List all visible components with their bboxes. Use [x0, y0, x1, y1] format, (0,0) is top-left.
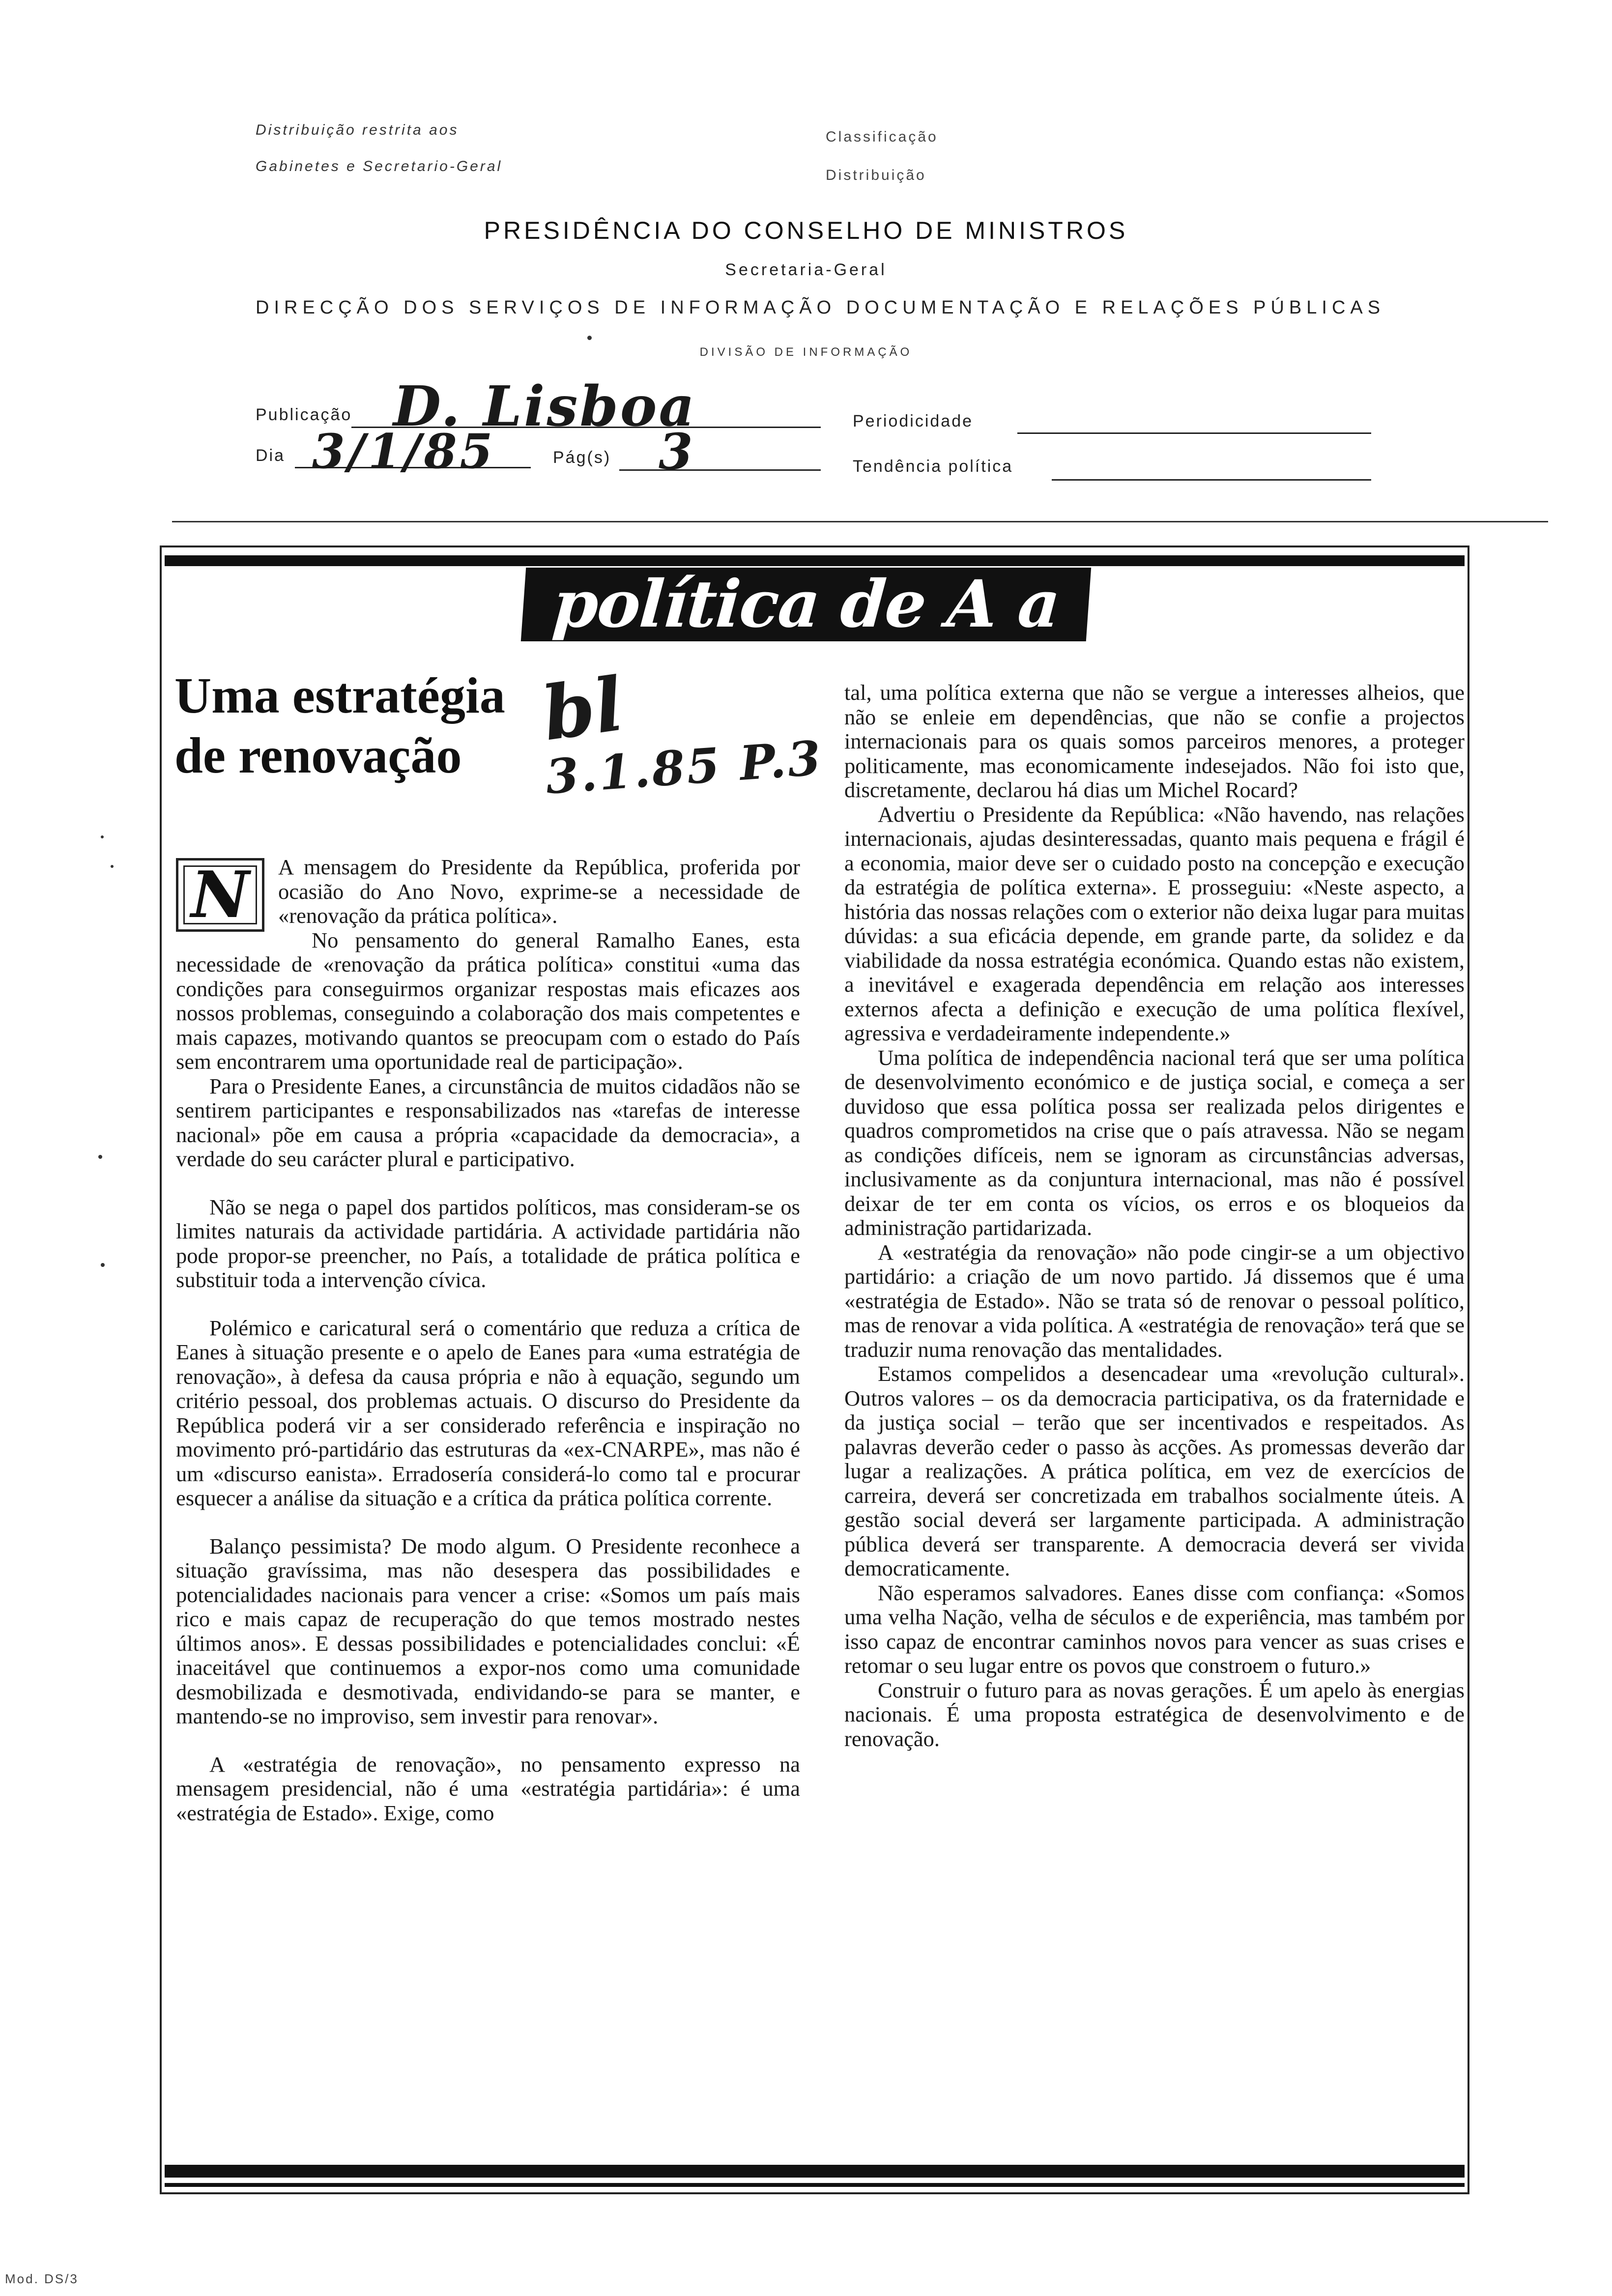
political-tendency-line — [1052, 479, 1371, 481]
paragraph: No pensamento do general Ramalho Eanes, esta necessidade de «renovação da prática política» constitui «uma das condições para conseguirmos organizar respostas mais eficazes aos nossos problemas, conseguindo a colaboração dos mais competentes e mais capazes, motivando quantos se preocupam com o estado do País sem encontrarem uma oportunidade real de participação». — [176, 927, 800, 1074]
paragraph: Estamos compelidos a desencadear uma «revolução cultural». Outros valores – os da democracia participativa, os da fraternidade e da justiça social – terão que ser incentivados e respeitados. As palavras deverão ceder o passo às acções. As promessas deverão dar lugar a realizações. A prática política, em vez de exercícios de carreira, deverá ser concretizada em trabalhos socialmente úteis. A gestão social deverá ser largamente participada. A administração pública deverá ser transparente. A democracia deverá ser vivida democraticamente. — [844, 1361, 1465, 1580]
top-rule-bar — [165, 555, 1465, 566]
paragraph: A «estratégia da renovação» não pode cingir-se a um objectivo partidário: a criação de um novo partido. Já dissemos que é uma «estratégia de Estado». Não se trata só de renovar o pessoal político, mas de renovar a vida política. A «estratégia de renovação» terá que se traduzir numa renovação das mentalidades. — [844, 1239, 1465, 1362]
paragraph: Não esperamos salvadores. Eanes disse com confiança: «Somos uma velha Nação, velha de séculos e de experiência, mas também por isso capaz de encontrar caminhos novos para vencer as suas crises e retomar o seu lugar entre os povos que constroem o futuro.» — [844, 1580, 1465, 1678]
article-right-column — [844, 681, 1465, 1751]
paragraph: tal, uma política externa que não se vergue a interesses alheios, que não se enleie em dependências, que não se confie a projectos internacionais para os quais somos parceiros menores, a proteger politicamente, mas economicamente indesejados. Não foi isto que, discretamente, declarou há dias um Michel Rocard? — [844, 680, 1465, 802]
ink-speck — [101, 1263, 105, 1267]
paragraph: Advertiu o Presidente da República: «Não havendo, nas relações internacionais, ajudas desinteressadas, quanto mais pequena e frágil é a economia, maior deve ser o cuidado posto na concepção e execução da estratégia de política externa». E prosseguiu: «Neste aspecto, a história das nossas relações com o exterior não deixa lugar para muitas dúvidas: a sua eficácia depende, em grande parte, da solidez e da viabilidade da nossa estratégia económica. Quando estas não existem, a inevitável e exagerada dependência em relação aos interesses externos afecta a definição e execução de uma política flexível, agressiva e verdadeiramente independente.» — [844, 802, 1465, 1045]
paragraph: Construir o futuro para as novas gerações. É um apelo às energias nacionais. É uma proposta estratégica de desenvolvimento e de renovação. — [844, 1677, 1465, 1751]
periodicity-label: Periodicidade — [853, 412, 974, 430]
pages-label: Pág(s) — [553, 448, 611, 467]
header-separator — [172, 521, 1548, 522]
paragraph: Não se nega o papel dos partidos políticos, mas consideram-se os limites naturais da actividade partidária. A actividade partidária não pode propor-se preencher, no País, a totalidade de prática política e substituir toda a intervenção cívica. — [176, 1194, 800, 1292]
ink-speck — [587, 336, 592, 340]
day-label: Dia — [256, 446, 286, 465]
division-label: DIVISÃO DE INFORMAÇÃO — [699, 345, 913, 359]
distribution-note-line1: Distribuição restrita aos — [256, 122, 459, 138]
pages-line — [619, 469, 821, 471]
ink-speck — [101, 835, 104, 838]
pages-handwritten: 3 — [659, 423, 693, 481]
political-tendency-label: Tendência política — [853, 457, 1013, 476]
direction-label: DIRECÇÃO DOS SERVIÇOS DE INFORMAÇÃO DOCUMENTAÇÃO E RELAÇÕES PÚBLICAS — [256, 297, 1385, 318]
drop-cap: N — [176, 858, 264, 932]
secretariat-label: Secretaria-Geral — [725, 260, 887, 279]
ink-speck — [111, 865, 114, 868]
ink-speck — [98, 1155, 102, 1159]
paragraph: Uma política de independência nacional terá que ser uma política de desenvolvimento económico e de justiça social, e começa a ser duvidoso que essa política possa ser realizada pelos dirigentes e quadros comprometidos na crise que o país atravessa. Não se negam as condições difíceis, nem se ignoram as circunstâncias adversas, inclusivamente as da conjuntura internacional, mas não é possível deixar de ter em conta os vícios, os erros e os bloqueios da administração partidarizada. — [844, 1045, 1465, 1240]
classification-label: Classificação — [826, 129, 938, 145]
periodicity-line — [1017, 432, 1371, 434]
paragraph: Para o Presidente Eanes, a circunstância de muitos cidadãos não se sentirem participantes e responsabilizados nas «tarefas de interesse nacional» põe em causa a própria «capacidade da democracia», a verdade do seu carácter plural e participativo. — [176, 1073, 800, 1171]
bottom-rule-thin — [165, 2183, 1465, 2187]
day-handwritten: 3/1/85 — [312, 424, 496, 479]
institution-title: PRESIDÊNCIA DO CONSELHO DE MINISTROS — [484, 217, 1128, 244]
article-left-column — [176, 855, 800, 1825]
archive-initials-handwritten: bl — [537, 660, 629, 758]
distribution-note-line2: Gabinetes e Secretario-Geral — [256, 158, 503, 174]
bottom-rule-bar — [165, 2165, 1465, 2178]
paragraph: A «estratégia de renovação», no pensamento expresso na mensagem presidencial, não é uma «estratégia partidária»: é uma «estratégia de Estado». Exige, como — [176, 1751, 800, 1825]
paragraph: A mensagem do Presidente da República, proferida por ocasião do Ano Novo, exprime-se a necessidade de «renovação da prática política». — [278, 855, 800, 928]
article-headline: Uma estratégia de renovação — [174, 667, 505, 784]
archive-date-handwritten: 3.1.85 P.3 — [544, 730, 825, 805]
section-banner: política de A a Z — [521, 568, 1091, 641]
publication-handwritten: D. Lisboa — [393, 374, 697, 439]
paragraph: Balanço pessimista? De modo algum. O Presidente reconhece a situação gravíssima, mas não desespera das possibilidades e potencialidades nacionais para vencer a crise: «Somos um país mais rico e mais capaz de recuperação do que temos mostrado nestes últimos anos». E dessas possibilidades e potencialidades conclui: «É inaceitável que continuemos a expor-nos como uma comunidade desmobilizada e desmotivada, endividando-se para se manter, e mantendo-se no improviso, sem investir para renovar». — [176, 1533, 800, 1728]
distribution-label: Distribuição — [826, 167, 926, 183]
paragraph: Polémico e caricatural será o comentário que reduza a crítica de Eanes à situação presente e o apelo de Eanes para «uma estratégia de renovação», à defesa da causa própria e não à equação, segundo um critério pessoal, dos problemas actuais. O discurso do Presidente da República poderá vir a ser considerado referência e inspiração no movimento pró-partidário das estruturas da «ex-CNARPE», mas não é um «discurso eanista». Erradosería considerá-lo como tal e procurar esquecer a análise da situação e a crítica da prática política corrente. — [176, 1315, 800, 1510]
publication-label: Publicação — [256, 405, 352, 424]
form-code: Mod. DS/3 — [5, 2271, 79, 2286]
